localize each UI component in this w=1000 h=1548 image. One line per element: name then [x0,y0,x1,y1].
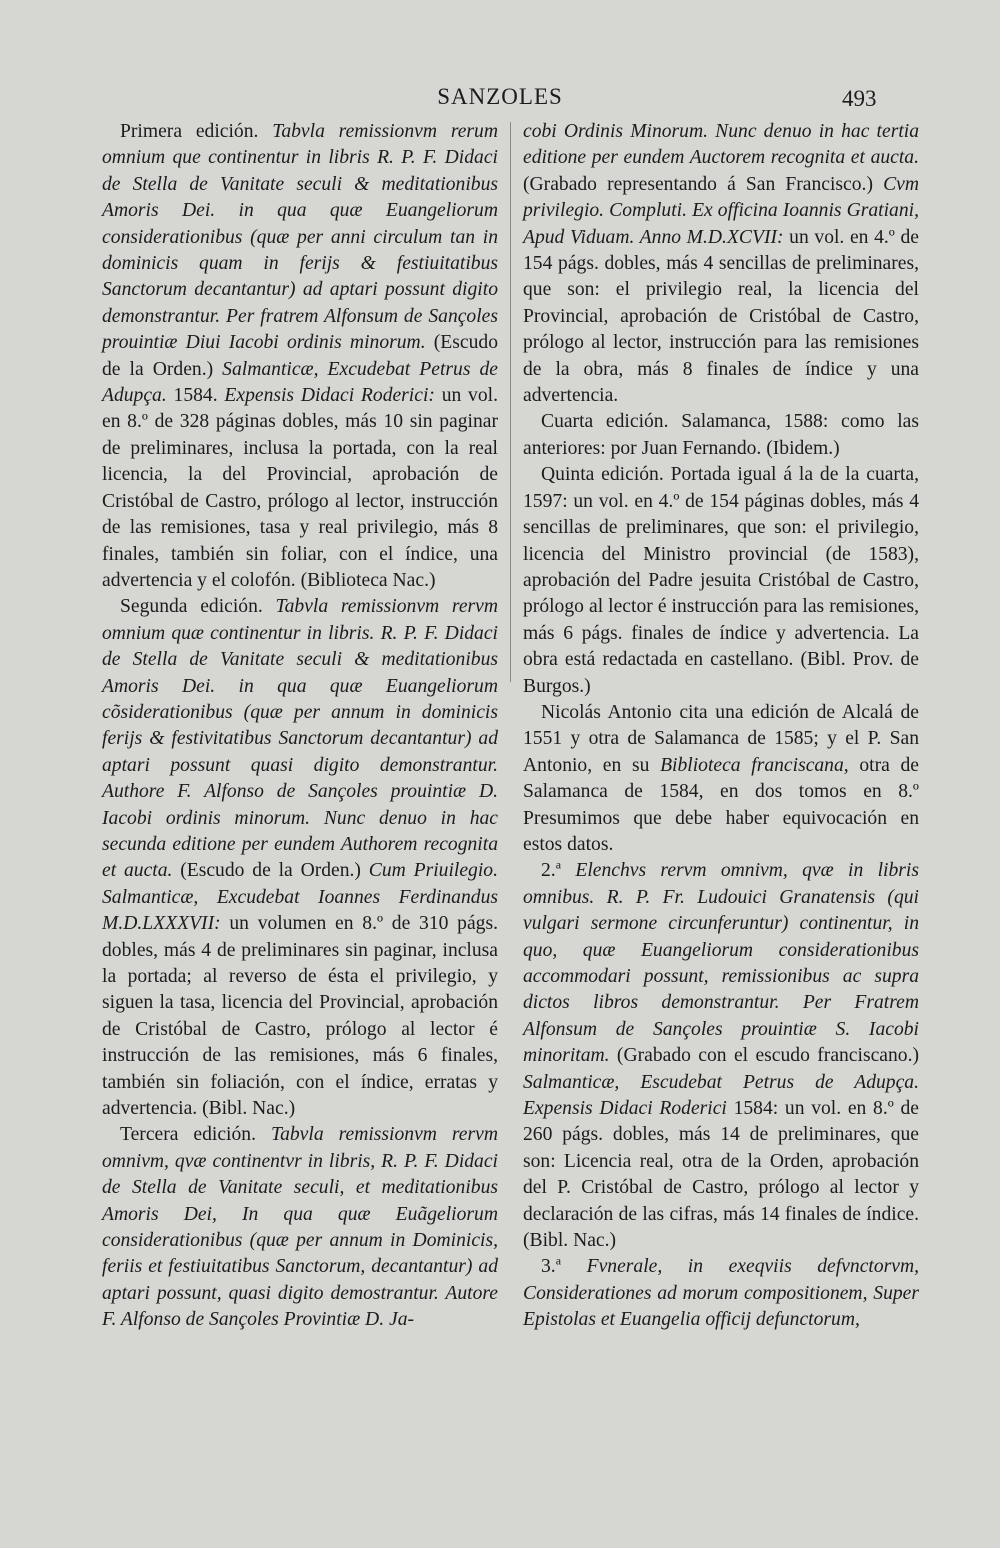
entry-ordinal: a [555,1253,562,1268]
edition-label: Primera edición. [120,121,273,142]
latin-title: Elenchvs rervm omnivm, qvæ in libris omnibus. R. P. Fr. Ludouici Granatensis (qui vulgari sermone circunferuntur) continentur, in quo, quæ Euangeliorum considerationibus accommodari possunt, remissionibus ac supra dictos libros demonstrantur. Per Fratrem Alfonsum de Sançoles prouintiæ S. Iacobi minoritam. [523,860,919,1067]
description: un vol. en 4.º de 154 págs. dobles, más 4 sencillas de preliminares, que son: el privilegio real, la licencia del Provincial, aprobación de Cristóbal de Castro, prólogo al lector, instrucción para las remisiones de la obra, más 8 finales de índice y una advertencia. [523,226,920,407]
imprint: Salmanticæ, Excudebat Petrus de Aduрça. [102,358,498,407]
latin-title: Tabvla remissionvm rervm omnivm, qvæ continentvr in libris, R. P. F. Didaci de Stella de Vanitate seculi, et meditationibus Amoris Dei, In qua quæ Euãgeliorum considerationibus (quæ per annum in Dominicis, feriis et festiuitatibus Sanctorum, decantantur) ad aptari possunt, quasi digito demostrantur. Autore F. Alfonso de Sançoles Provintiæ D. Ja- [102,1124,498,1331]
imprint: Cum Priuilegio. Salmanticæ, Excudebat Ioannes Ferdinandus M.D.LXXXVII: [102,860,498,935]
left-column [102,119,498,1334]
latin-title: cobi Ordinis Minorum. Nunc denuo in hac tertia editione per eundem Auctorem recognita et aucta. [523,121,919,169]
text-span: Nicolás Antonio cita una edición de Alcalá de 1551 y otra de Salamanca de 1585; y el P. San Antonio, en su [523,701,919,776]
paragraph-primera-edicion [102,119,498,594]
running-title: SANZOLES [437,84,563,109]
paragraph-nicolas-antonio [523,700,919,858]
entry-ordinal: a [555,857,562,872]
edition-label: Segunda edición. [120,596,276,618]
paragraph-entry-3 [523,1254,919,1333]
book-title: Biblioteca franciscana, [660,754,849,776]
text-span: (Grabado representando á San Francisco.) [523,173,884,195]
description: 1584: un vol. en 8.º de 260 págs. dobles, más 14 de preliminares, que son: Licencia real, otra de la Orden, aprobación del P. Cristóbal de Castro, prólogo al lector y declaración de las cifras, más 14 finales de índice. (Bibl. Nac.) [523,1098,919,1252]
paragraph-tercera-continued [523,119,919,409]
right-column [523,119,919,1334]
imprint: Salmanticæ, Escudebat Petrus de Aduрça. Expensis Didaci Roderici [523,1071,919,1120]
latin-title: Tabvla remissionvm rerum omnium que continentur in libris R. P. F. Didaci de Stella de Vanitate seculi & meditationibus Amoris Dei. in qua quæ Euangeliorum considerationibus (quæ per anni circulum tan in dominicis quam in ferijs & festiuitatibus Sanctorum decantantur) ad aptari possunt digito demonstrantur. Per fratrem Alfonsum de Sançoles prouintiæ Diui Iacobi ordinis minorum. [102,121,498,354]
latin-title: Tabvla remissionvm rervm omnium quæ continentur in libris. R. P. F. Didaci de Stella de Vanitate seculi & meditationibus Amoris Dei. in qua quæ Euangeliorum cõsiderationibus (quæ per annum in dominicis ferijs & festivitatibus Sanctorum decantantur) ad aptari possunt quasi digito demonstrantur. Authore F. Alfonso de Sançoles prouintiæ D. Iacobi ordinis minorum. Nunc denuo in hac secunda editione per eundem Authorem recognita et aucta. [102,596,498,882]
text-span: 1584. [166,385,225,407]
paragraph-entry-2 [523,858,919,1254]
latin-title: Fvnerale, in exeqviis defvnctorvm, Considerationes ad morum compositionem, Super Epistolas et Euangelia officij defunctorum, [523,1256,920,1331]
entry-number: 2. [541,860,556,882]
page-number: 493 [842,86,877,111]
description: un volumen en 8.º de 310 págs. dobles, más 4 de preliminares sin paginar, inclusa la portada; al reverso de ésta el privilegio, y siguen la tasa, licencia del Provincial, aprobación de Cristóbal de Castro, prólogo al lector é instrucción de las remisiones, más 6 finales, también sin foliación, con el índice, erratas y advertencia. (Bibl. Nac.) [102,913,498,1120]
edition-label: Tercera edición. [120,1124,271,1146]
paragraph-segunda-edicion [102,594,498,1122]
text-span: (Grabado con el escudo franciscano.) [609,1045,919,1067]
imprint: Expensis Didaci Roderici: [224,385,435,407]
paragraph-quinta-edicion: Quinta edición. Portada igual á la de la cuarta, 1597: un vol. en 4.º de 154 páginas dobles, más 4 sencillas de preliminares, que son: el privilegio, licencia del Ministro provincial (de 1583), aprobación del Padre jesuita Cristóbal de Castro, prólogo al lector é instrucción para las remisiones, más 6 págs. finales de índice y advertencia. La obra está redactada en castellano. (Bibl. Prov. de Burgos.) [523,464,919,697]
paragraph-tercera-edicion [102,1122,498,1333]
paragraph-cuarta-edicion: Cuarta edición. Salamanca, 1588: como las anteriores: por Juan Fernando. (Ibidem.) [523,411,919,459]
text-span: (Escudo de la Orden.) [172,860,369,882]
column-rule [510,122,511,682]
text-span: otra de Salamanca de 1584, en dos tomos en 8.º Presumimos que debe haber equivocación en estos datos. [523,754,919,855]
imprint: Cvm privilegio. Compluti. Ex officina Ioannis Gratiani, Apud Viduam. Anno M.D.XCVII: [523,173,919,248]
text-span: (Escudo de la Orden.) [102,332,498,380]
description: un vol. en 8.º de 328 páginas dobles, más 10 sin paginar de preliminares, inclusa la portada, con la real licencia, la del Provincial, aprobación de Cristóbal de Castro, prólogo al lector, instrucción de las remisiones, tasa y real privilegio, más 8 finales, también sin foliar, con el índice, una advertencia y el colofón. (Biblioteca Nac.) [102,385,498,591]
entry-number: 3. [541,1256,556,1278]
